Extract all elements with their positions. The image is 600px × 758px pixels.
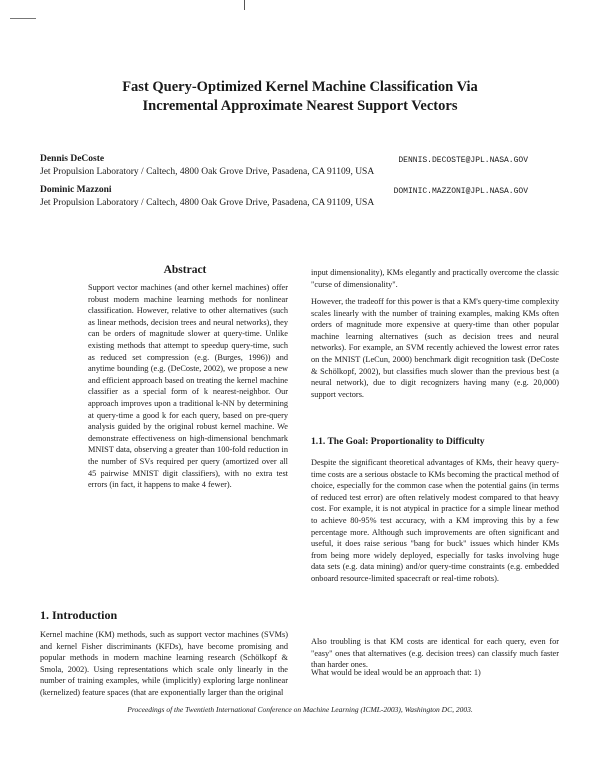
paper-title [40,78,560,116]
right-paragraph-2: However, the tradeoff for this power is that a KM's query-time complexity scales linearly with the number of training examples, making KMs often orders of magnitude more expensive at query-time than other popular machine learning alternatives (such as decision trees and neural networks). For example, an SVM recently achieved the lowest error rates on the MNIST (LeCun, 2000) benchmark digit recognition task (DeCoste & Schölkopf, 2002), but classifies much slower than the previous best (a neural network), due to digit recognizers having many (e.g. 20,000) support vectors. [311,297,559,399]
author-email-2: DOMINIC.MAZZONI@JPL.NASA.GOV [393,187,528,196]
proceedings-footer: Proceedings of the Twentieth International Conference on Machine Learning (ICML-2003), Washington DC, 2003. [127,705,473,714]
title-line-2: Incremental Approximate Nearest Support Vectors [142,98,458,114]
subsection-heading: 1.1. The Goal: Proportionality to Difficulty [311,437,485,447]
page-crop-mark [244,0,245,10]
author-affiliation-1: Jet Propulsion Laboratory / Caltech, 4800 Oak Grove Drive, Pasadena, CA 91109, USA [40,167,375,177]
corner-crop-mark [10,18,36,19]
intro-heading: 1. Introduction [40,608,118,622]
right-paragraph-4: Also troubling is that KM costs are identical for each query, even for "easy" ones that alternatives (e.g. decision trees) can classify much faster than harder ones. [311,637,559,670]
abstract-text: Support vector machines (and other kernel machines) offer robust modern machine learning methods for nonlinear classification. However, relative to other alternatives (such as linear methods, decision trees and neural networks), they can be orders of magnitude slower at query-time. Unlike existing methods that attempt to speedup query-time, such as reduced set compression (e.g. (Burges, 1996)) and anytime bounding (e.g. (DeCoste, 2002), we propose a new and efficient approach based on treating the kernel machine classifier as a special form of k nearest-neighbor. Our approach improves upon a traditional k-NN by determining at query-time a good k for each query, based on pre-query analysis guided by the original robust kernel machine. We demonstrate effectiveness on high-dimensional benchmark MNIST data, observing a greater than 100-fold reduction in the number of SVs required per query (amortized over all 45 pairwise MNIST digit classifiers), with no extra test errors (in fact, it happens to make 4 fewer). [88,283,288,490]
right-paragraph-1: input dimensionality), KMs elegantly and practically overcome the classic "curse of dimensionality". [311,268,559,289]
right-paragraph-3: Despite the significant theoretical advantages of KMs, their heavy query-time costs are a serious obstacle to KMs becoming the practical method of choice, especially for the common case when the potential gains (in terms of reduced test error) are often relatively modest compared to that heavy cost. For example, it is not atypical in practice for a simple linear method to achieve 80-95% test accuracy, with a KM improving this by a few percentage more. Although such improvements are often significant and useful, it does raise serious "bang for buck" issues which hinder KMs from being more widely deployed, especially for tasks involving huge data sets (e.g. data mining) and/or query-time constraints (e.g. embedded onboard resource-limited spacecraft or real-time robots). [311,458,559,583]
author-email-1: DENNIS.DECOSTE@JPL.NASA.GOV [398,156,528,165]
author-name-2: Dominic Mazzoni [40,185,112,195]
right-paragraph-5: What would be ideal would be an approach that: 1) [311,668,481,677]
intro-paragraph: Kernel machine (KM) methods, such as support vector machines (SVMs) and kernel Fisher discriminants (KFDs), have become promising and popular methods in modern machine learning research (Schölkopf & Smola, 2002). Using representations which scale only linearly in the number of training examples, while (implicitly) exploring large nonlinear (kernelized) feature spaces (that are exponentially larger than the original [40,630,288,697]
title-line-1: Fast Query-Optimized Kernel Machine Classification Via [122,79,478,95]
author-name-1: Dennis DeCoste [40,154,105,164]
abstract-heading: Abstract [163,264,207,276]
author-affiliation-2: Jet Propulsion Laboratory / Caltech, 4800 Oak Grove Drive, Pasadena, CA 91109, USA [40,198,375,208]
